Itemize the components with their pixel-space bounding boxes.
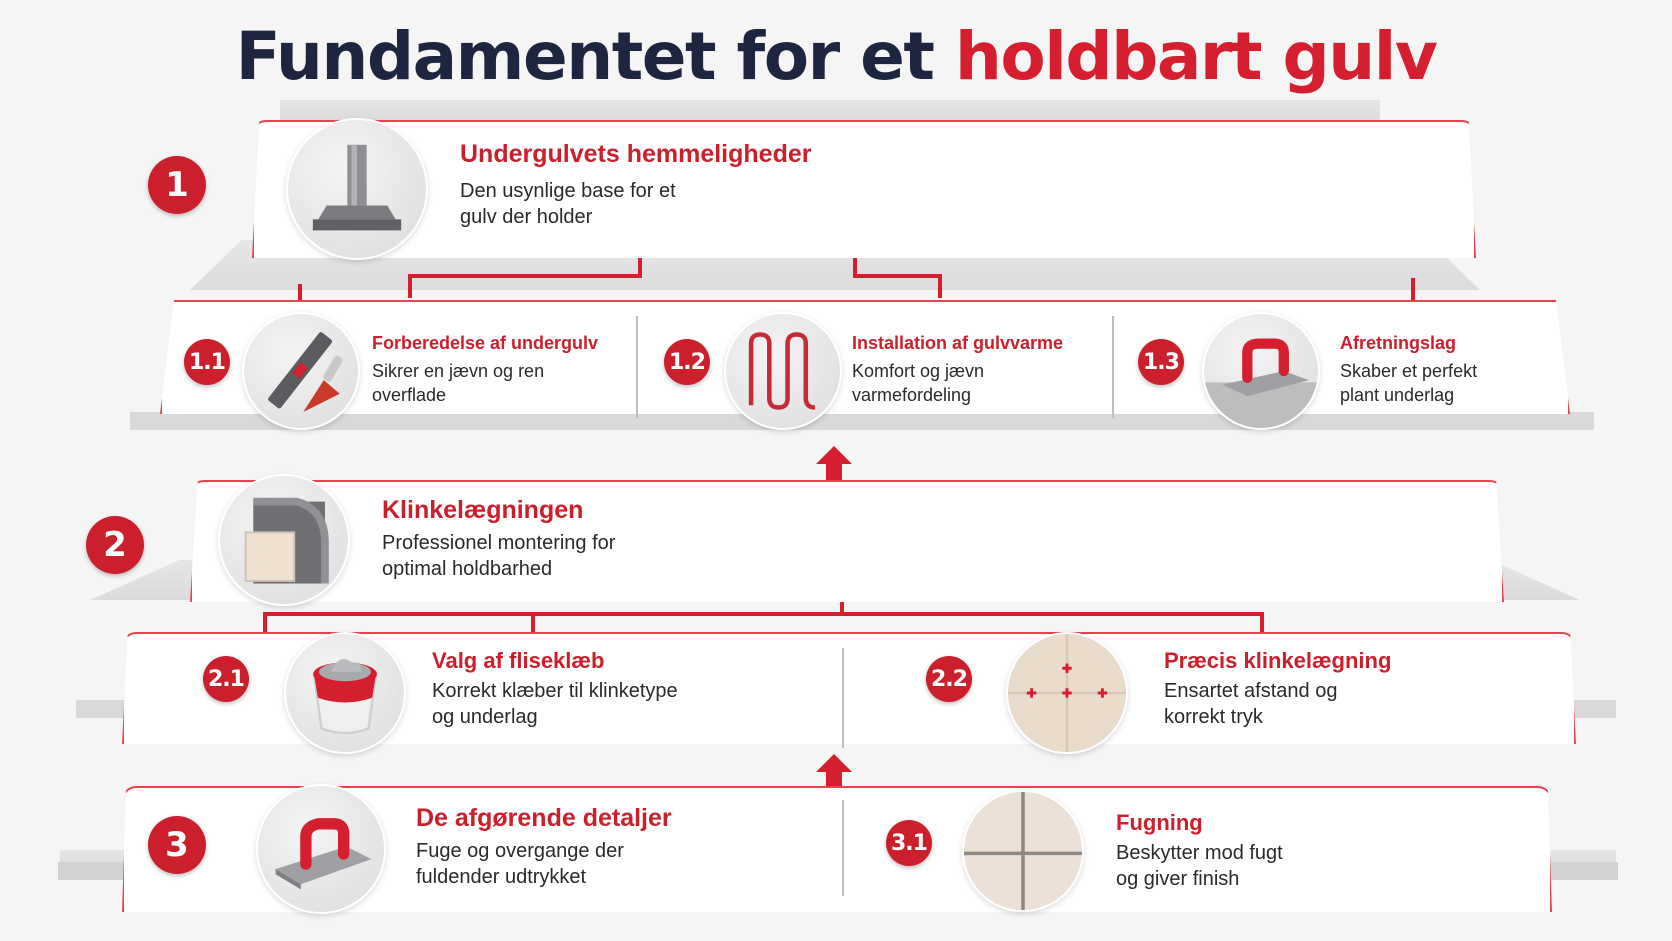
level-1-desc-line-1: Den usynlige base for et xyxy=(460,180,676,202)
item-2-1-desc-line-2: og underlag xyxy=(432,706,538,728)
item-1-2-heading: Installation af gulvvarme xyxy=(852,333,1064,353)
level-1-badge: 1 xyxy=(148,156,206,214)
item-2-1-desc xyxy=(432,678,678,730)
badge-3-1: 3.1 xyxy=(886,820,932,866)
level-1-desc xyxy=(460,178,676,230)
badge-1-3: 1.3 xyxy=(1138,339,1184,385)
item-3-1-desc-line-1: Beskytter mod fugt xyxy=(1116,842,1283,864)
item-1-2-desc xyxy=(852,359,984,407)
item-2-2-desc xyxy=(1164,678,1337,730)
level-3-desc-line-2: fuldender udtrykket xyxy=(416,866,587,888)
badge-2-1: 2.1 xyxy=(203,656,249,702)
level-1-heading: Undergulvets hemmeligheder xyxy=(460,140,812,168)
level-2-badge: 2 xyxy=(86,516,144,574)
grout-joint-icon xyxy=(962,790,1084,912)
item-1-1-desc-line-2: overflade xyxy=(372,385,447,405)
connector-1-right xyxy=(855,256,940,298)
item-2-2-desc-line-2: korrekt tryk xyxy=(1164,706,1263,728)
level-3-desc-line-1: Fuge og overgange der xyxy=(416,840,624,862)
item-1-1-heading: Forberedelse af undergulv xyxy=(372,333,599,353)
level-2-heading: Klinkelægningen xyxy=(382,496,584,524)
level-1-desc-line-2: gulv der holder xyxy=(460,206,593,228)
tile-spacers-icon xyxy=(1006,632,1128,754)
item-2-1-heading: Valg af fliseklæb xyxy=(432,648,605,673)
item-3-1-desc-line-2: og giver finish xyxy=(1116,868,1240,890)
divider-2 xyxy=(842,648,844,748)
item-2-2-desc-line-1: Ensartet afstand og xyxy=(1164,680,1338,702)
concrete-pillar-icon xyxy=(286,118,428,260)
item-1-3-desc-line-1: Skaber et perfekt xyxy=(1340,361,1478,381)
item-1-3-desc-line-2: plant underlag xyxy=(1340,385,1455,405)
item-3-1-heading: Fugning xyxy=(1116,810,1203,835)
item-1-1-desc xyxy=(372,359,544,407)
connector-2-right xyxy=(842,614,1262,632)
item-1-2-desc-line-2: varmefordeling xyxy=(852,385,972,405)
item-1-3-heading: Afretningslag xyxy=(1340,333,1457,353)
level-3-heading: De afgørende detaljer xyxy=(416,804,672,832)
divider-3 xyxy=(842,800,844,896)
divider-1a xyxy=(636,316,638,418)
item-1-2-desc-line-1: Komfort og jævn xyxy=(852,361,985,381)
float-trowel-icon xyxy=(1202,312,1320,430)
tile-stack-icon xyxy=(218,474,350,606)
badge-2-2: 2.2 xyxy=(926,656,972,702)
item-3-1-desc xyxy=(1116,840,1283,892)
connector-1-left xyxy=(410,256,640,298)
spirit-level-trowel-icon xyxy=(242,312,360,430)
title-part-1: Fundamentet for et xyxy=(235,18,955,95)
adhesive-bucket-icon xyxy=(284,632,406,754)
item-1-3-desc xyxy=(1340,359,1477,407)
item-2-2-heading: Præcis klinkelægning xyxy=(1164,648,1392,673)
level-3-badge: 3 xyxy=(148,816,206,874)
level-2-desc xyxy=(382,530,615,582)
level-3-desc xyxy=(416,838,624,890)
heating-coil-icon xyxy=(724,312,842,430)
divider-1b xyxy=(1112,316,1114,418)
level-2-desc-line-2: optimal holdbarhed xyxy=(382,558,553,580)
item-2-1-desc-line-1: Korrekt klæber til klinketype xyxy=(432,680,678,702)
arrow-up-1-shape xyxy=(816,446,852,480)
level-2-desc-line-1: Professionel montering for xyxy=(382,532,616,554)
level-1-panel xyxy=(252,120,1476,258)
grout-float-icon xyxy=(256,784,386,914)
item-1-1-desc-line-1: Sikrer en jævn og ren xyxy=(372,361,545,381)
connector-2-left xyxy=(265,600,842,632)
title-part-2: holdbart gulv xyxy=(954,18,1437,95)
badge-1-2: 1.2 xyxy=(664,339,710,385)
badge-1-1: 1.1 xyxy=(184,339,230,385)
arrow-up-2-shape xyxy=(816,754,852,788)
